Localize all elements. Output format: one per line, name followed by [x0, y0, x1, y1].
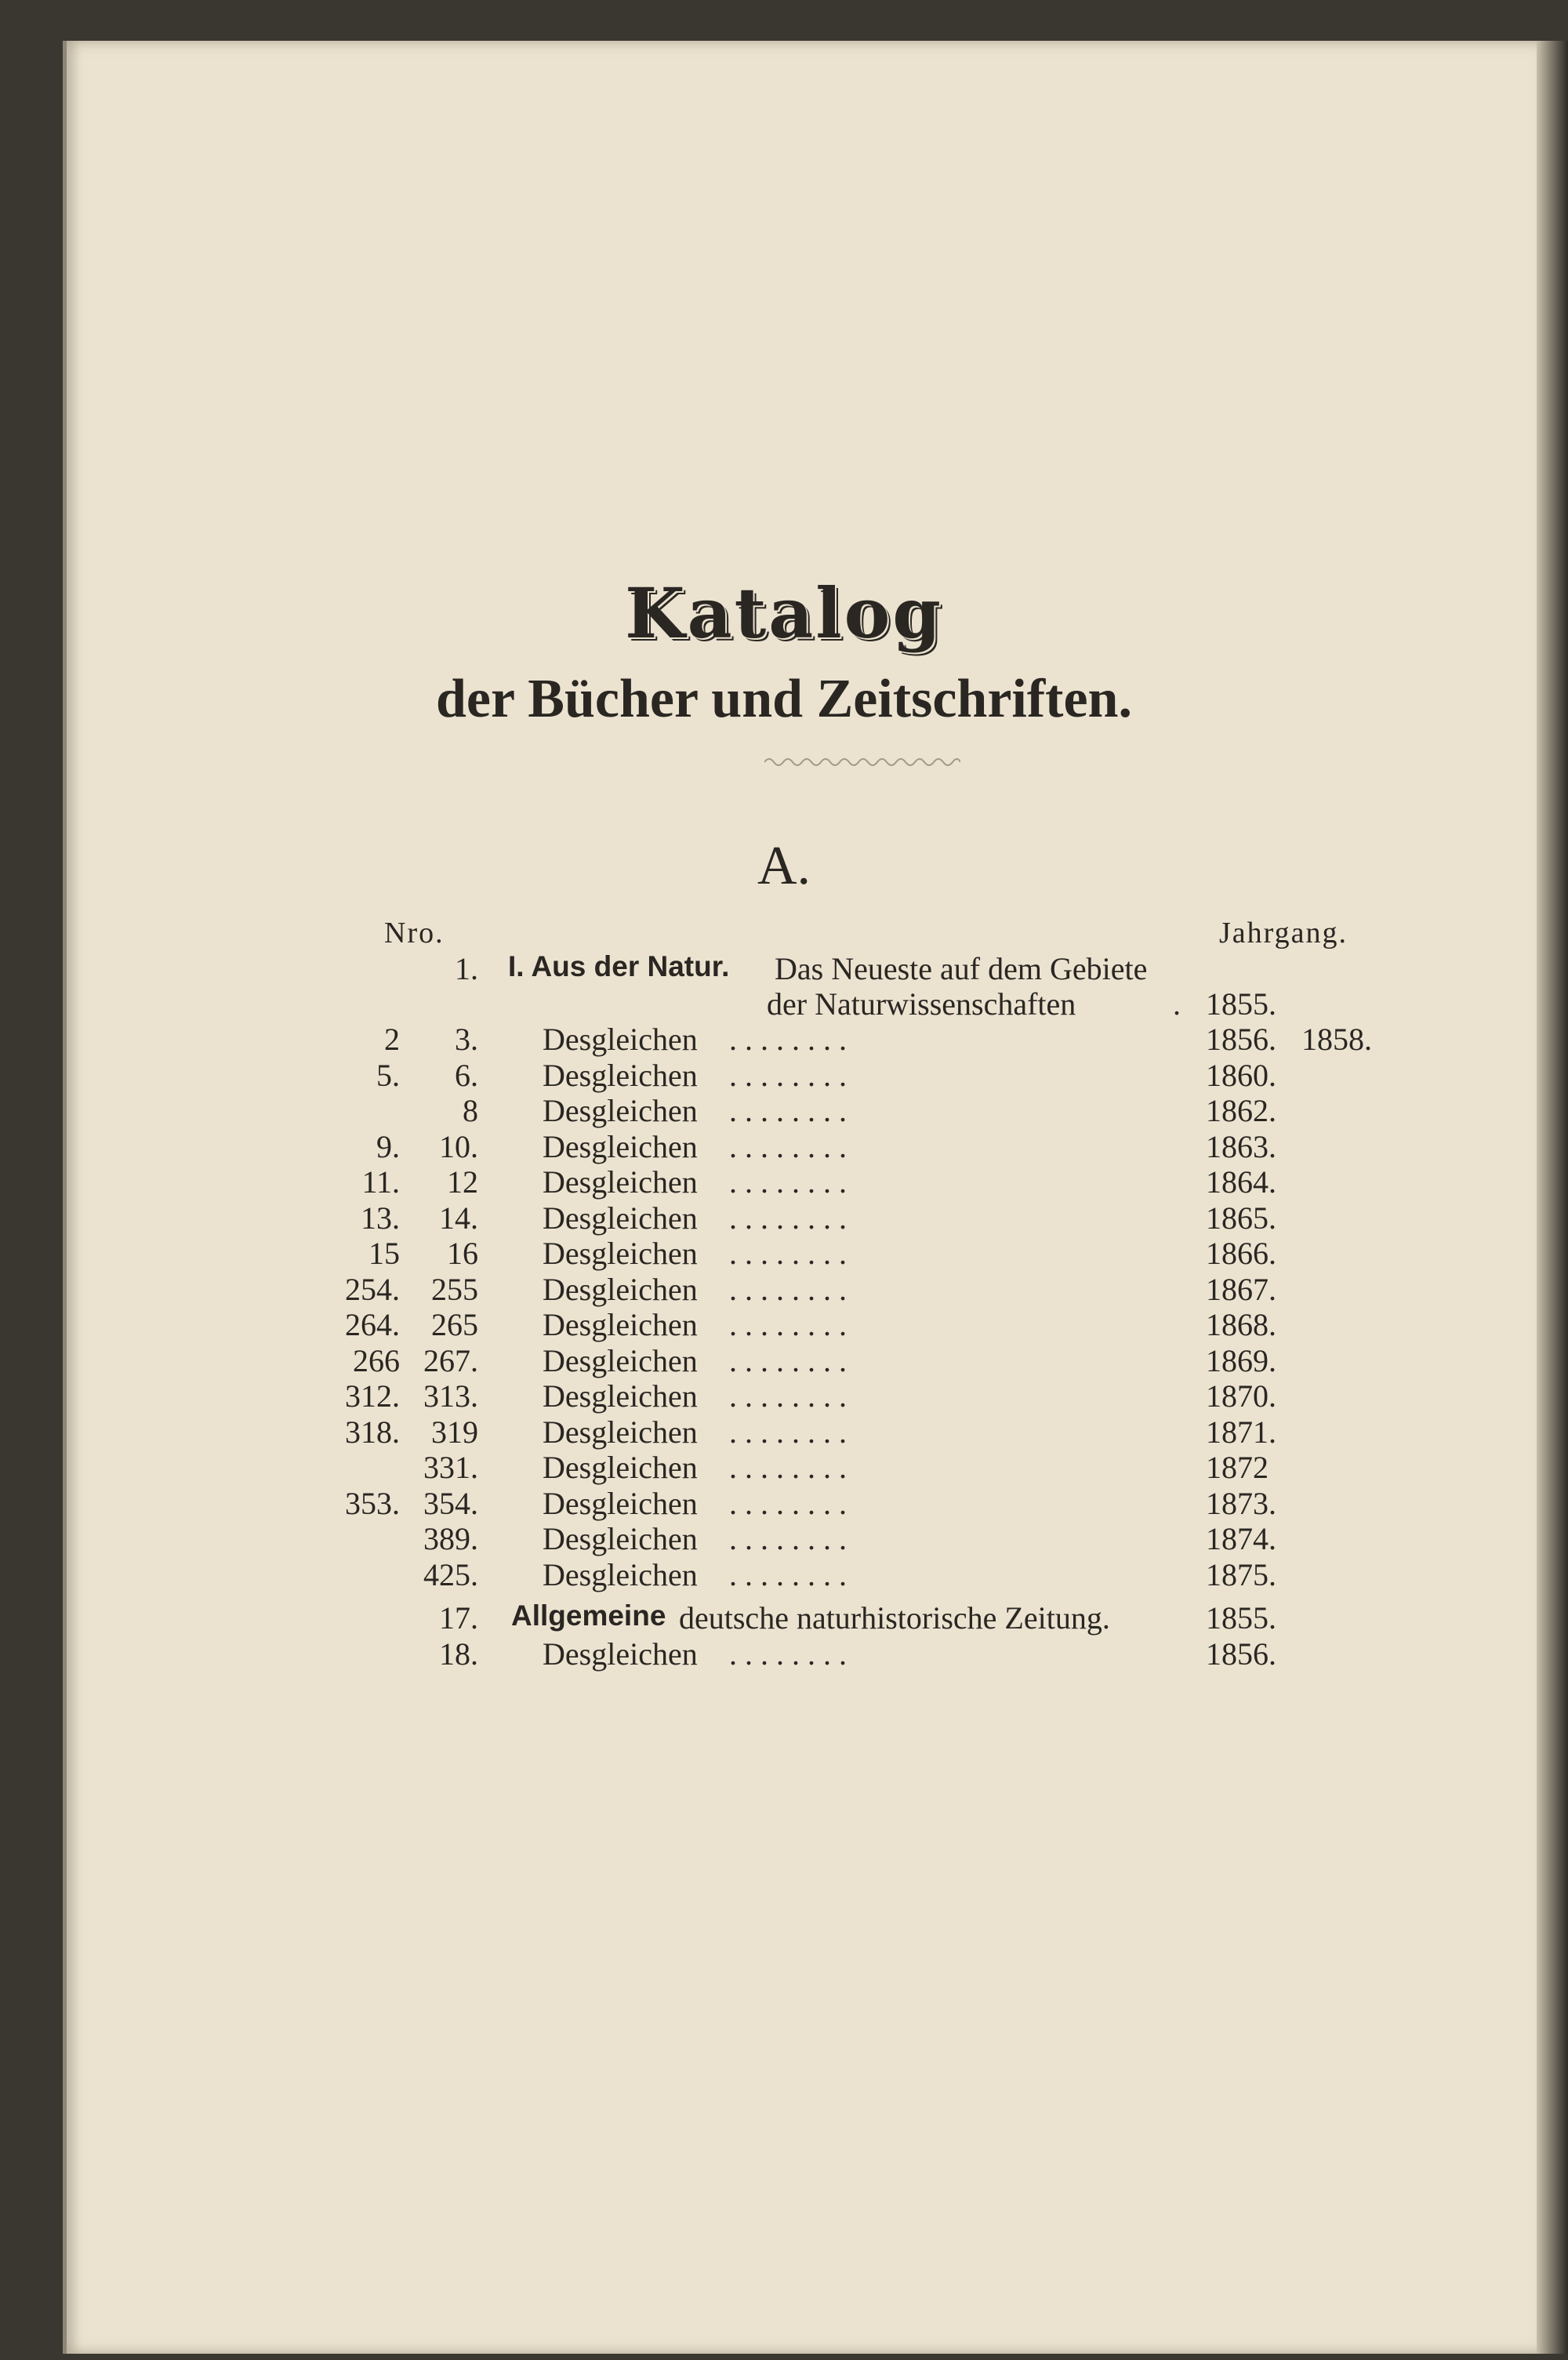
leader-dots: . . . . . . . . — [729, 1022, 847, 1057]
entry-description: Desgleichen — [543, 1557, 698, 1592]
entry-number: 8 — [463, 1093, 478, 1128]
entry-year: 1873. — [1206, 1486, 1276, 1521]
entry-description: Desgleichen — [543, 1486, 698, 1521]
entry-year: 1856. — [1206, 1636, 1276, 1672]
leader-dots: . . . . . . . . — [729, 1414, 847, 1450]
entry-number: 3. — [455, 1022, 478, 1057]
leader-dots: . . . . . . . . — [729, 1636, 847, 1672]
entry-description: Desgleichen — [543, 1272, 698, 1307]
column-header-nro: Nro. — [384, 917, 445, 949]
catalog-entry-continuation — [0, 986, 1568, 1022]
entry-number-range-start: 11. — [361, 1164, 400, 1200]
entry-year: 1864. — [1206, 1164, 1276, 1200]
entry-description: Desgleichen — [543, 1200, 698, 1236]
catalog-entry — [0, 1342, 1568, 1378]
leader-dots: . . . . . . . . — [729, 1164, 847, 1200]
entry-description: Desgleichen — [543, 1414, 698, 1450]
entry-year: 1871. — [1206, 1414, 1276, 1450]
entry-description: Desgleichen — [543, 1636, 698, 1672]
section-letter: A. — [757, 836, 811, 896]
leader-dots: . . . . . . . . — [729, 1093, 847, 1128]
catalog-entry — [0, 1449, 1568, 1485]
catalog-entry — [0, 1200, 1568, 1236]
catalog-entry — [0, 950, 1568, 986]
catalog-entry — [0, 1306, 1568, 1342]
entry-number-range-start: 9. — [376, 1129, 400, 1164]
entry-text: deutsche naturhistorische Zeitung. — [679, 1600, 1110, 1636]
entry-number-range-start: 353. — [345, 1486, 400, 1521]
leader-dots: . . . . . . . . — [729, 1521, 847, 1556]
leader-dots: . . . . . . . . — [729, 1058, 847, 1093]
leader-dots: . . . . . . . . — [729, 1343, 847, 1378]
entry-description: Desgleichen — [543, 1022, 698, 1057]
entry-year: 1870. — [1206, 1378, 1276, 1414]
entry-text: der Naturwissenschaften — [767, 986, 1076, 1022]
column-header-jahrgang: Jahrgang. — [1219, 917, 1348, 949]
page-title: Katalog — [625, 572, 943, 654]
entry-number-range-start: 318. — [345, 1414, 400, 1450]
entry-year: 1860. — [1206, 1058, 1276, 1093]
leader-dots: . . . . . . . . — [729, 1236, 847, 1271]
leader-dots: . . . . . . . . — [729, 1129, 847, 1164]
ornament-divider — [764, 754, 960, 770]
entry-description: Desgleichen — [543, 1164, 698, 1200]
entry-number: 18. — [439, 1636, 478, 1672]
leader-dots: . . . . . . . . — [729, 1307, 847, 1342]
catalog-entry — [0, 1057, 1568, 1093]
entry-label: Allgemeine — [511, 1599, 666, 1632]
entry-number: 6. — [455, 1058, 478, 1093]
entry-year: 1867. — [1206, 1272, 1276, 1307]
entry-year: 1862. — [1206, 1093, 1276, 1128]
entry-description: Desgleichen — [543, 1093, 698, 1128]
leader-dots: . . . . . . . . — [729, 1450, 847, 1485]
entry-year: 1855. — [1206, 1600, 1276, 1636]
entry-number: 1. — [455, 951, 478, 986]
entry-description: Desgleichen — [543, 1307, 698, 1342]
entry-number-range-start: 312. — [345, 1378, 400, 1414]
entry-year: 1866. — [1206, 1236, 1276, 1271]
catalog-entry — [0, 1599, 1568, 1636]
entry-number: 255 — [431, 1272, 478, 1307]
entry-description: Desgleichen — [543, 1450, 698, 1485]
entry-year: 1872 — [1206, 1450, 1269, 1485]
catalog-entry — [0, 1235, 1568, 1271]
entry-number: 331. — [423, 1450, 478, 1485]
catalog-entry — [0, 1128, 1568, 1164]
entry-year: 1875. — [1206, 1557, 1276, 1592]
entry-number-range-start: 13. — [361, 1200, 400, 1236]
entry-number-range-start: 15 — [368, 1236, 400, 1271]
entry-number-range-start: 266 — [353, 1343, 400, 1378]
entry-description: Desgleichen — [543, 1058, 698, 1093]
entry-number: 12 — [447, 1164, 478, 1200]
entry-number-range-start: 5. — [376, 1058, 400, 1093]
entry-year: 1856. — [1206, 1022, 1276, 1057]
entry-number: 16 — [447, 1236, 478, 1271]
entry-number-range-start: 2 — [384, 1022, 400, 1057]
entry-description: Desgleichen — [543, 1521, 698, 1556]
entry-number: 425. — [423, 1557, 478, 1592]
leader-dot: . — [1173, 986, 1181, 1022]
entry-number: 354. — [423, 1486, 478, 1521]
entry-year: 1869. — [1206, 1343, 1276, 1378]
entry-year: 1863. — [1206, 1129, 1276, 1164]
catalog-entry — [0, 1021, 1568, 1057]
entry-label: I. Aus der Natur. — [508, 950, 730, 982]
catalog-entry — [0, 1636, 1568, 1672]
leader-dots: . . . . . . . . — [729, 1557, 847, 1592]
entry-year: 1874. — [1206, 1521, 1276, 1556]
entry-year: 1855. — [1206, 986, 1276, 1022]
entry-description: Desgleichen — [543, 1378, 698, 1414]
entry-number: 14. — [439, 1200, 478, 1236]
entry-year: 1865. — [1206, 1200, 1276, 1236]
entry-number: 17. — [439, 1600, 478, 1636]
catalog-entry — [0, 1556, 1568, 1592]
leader-dots: . . . . . . . . — [729, 1486, 847, 1521]
catalog-entry — [0, 1164, 1568, 1200]
catalog-entry — [0, 1271, 1568, 1307]
entry-number: 267. — [423, 1343, 478, 1378]
entry-description: Desgleichen — [543, 1129, 698, 1164]
entry-number: 389. — [423, 1521, 478, 1556]
leader-dots: . . . . . . . . — [729, 1272, 847, 1307]
entry-text: Das Neueste auf dem Gebiete — [775, 951, 1148, 986]
entry-number-range-start: 264. — [345, 1307, 400, 1342]
entry-number: 10. — [439, 1129, 478, 1164]
entry-description: Desgleichen — [543, 1343, 698, 1378]
catalog-entry — [0, 1485, 1568, 1521]
catalog-entry — [0, 1092, 1568, 1128]
entry-description: Desgleichen — [543, 1236, 698, 1271]
catalog-entry — [0, 1414, 1568, 1450]
entry-number: 319 — [431, 1414, 478, 1450]
page-subtitle: der Bücher und Zeitschriften. — [436, 669, 1132, 729]
entry-number: 265 — [431, 1307, 478, 1342]
entry-number: 313. — [423, 1378, 478, 1414]
leader-dots: . . . . . . . . — [729, 1378, 847, 1414]
catalog-entry — [0, 1520, 1568, 1556]
leader-dots: . . . . . . . . — [729, 1200, 847, 1236]
entry-number-range-start: 254. — [345, 1272, 400, 1307]
catalog-entry — [0, 1378, 1568, 1414]
entry-year: 1868. — [1206, 1307, 1276, 1342]
entry-year-secondary: 1858. — [1301, 1022, 1372, 1057]
